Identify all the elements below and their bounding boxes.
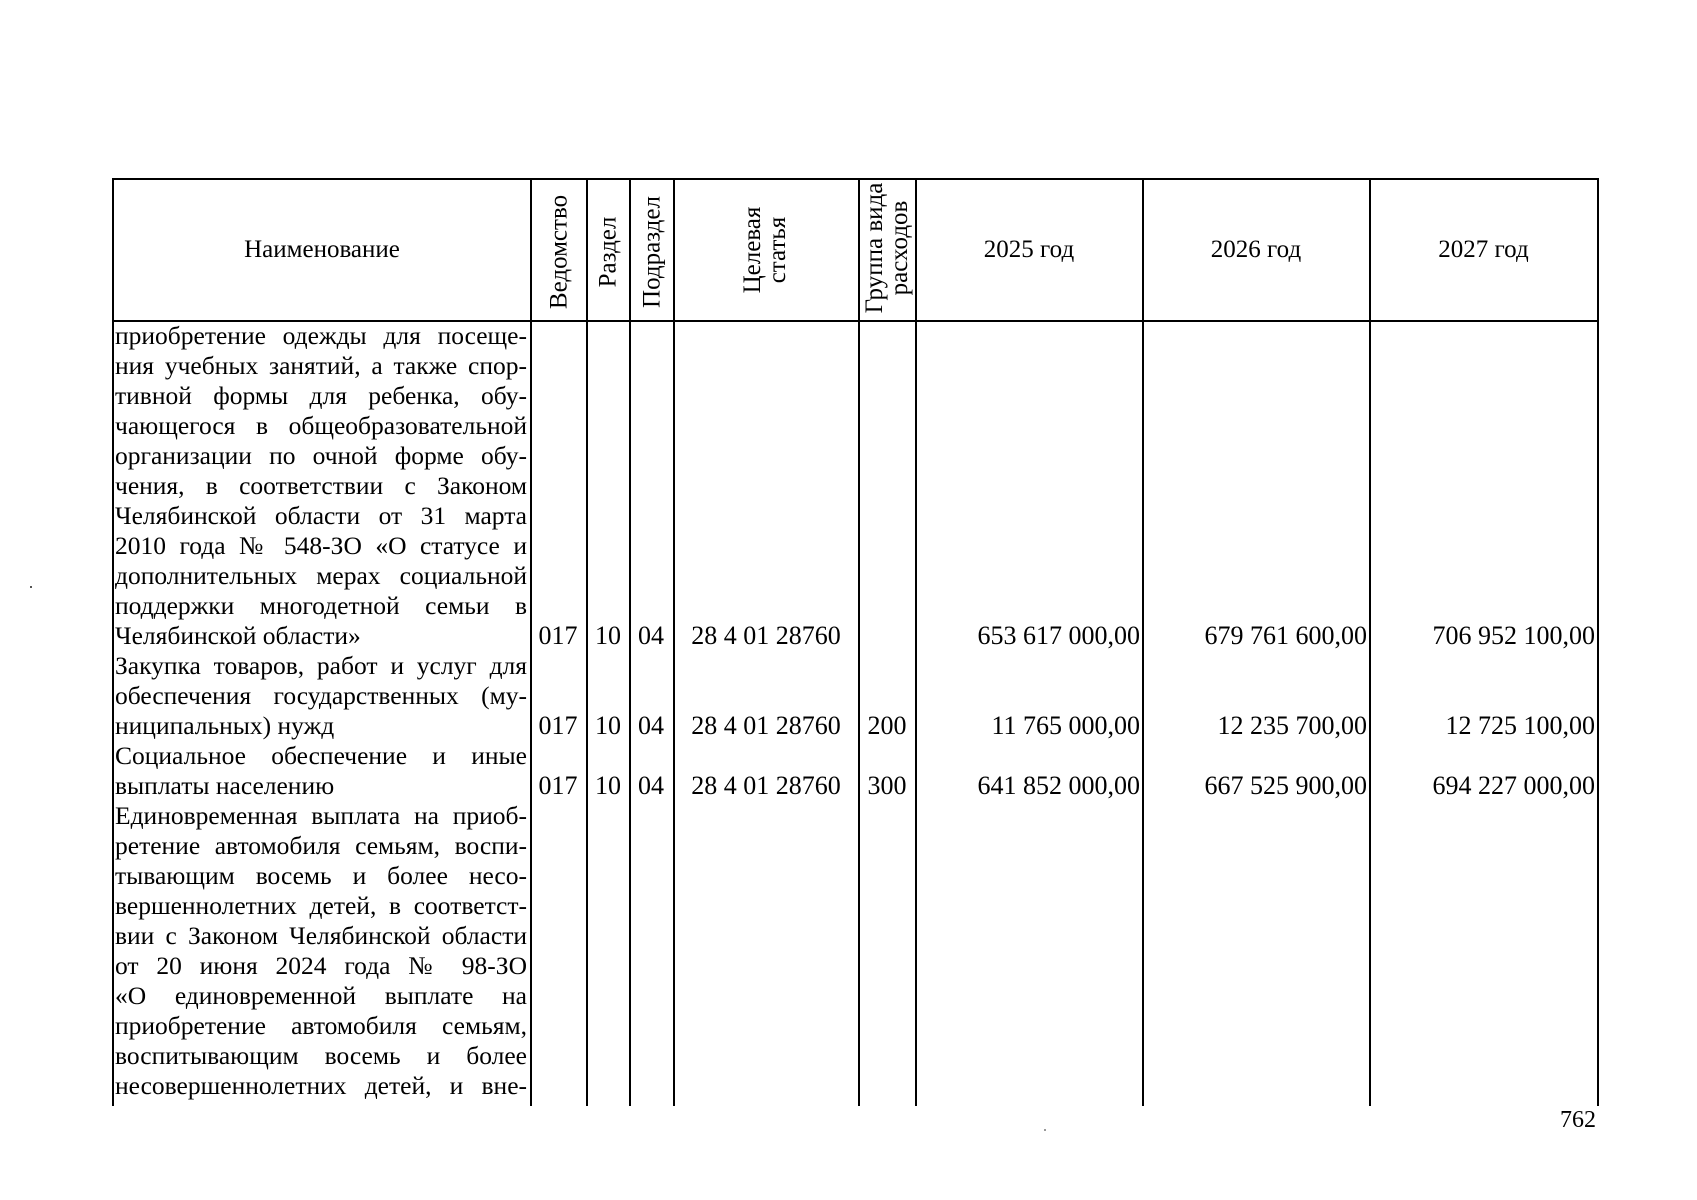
row-2-podrazdel: 04 (638, 711, 664, 740)
row-1-2027: 706 952 100,00 (1432, 621, 1595, 650)
row-2-ved: 017 (538, 711, 578, 740)
row-3-name: Социальное обеспечение и иные выплаты населению (115, 741, 527, 800)
row-3-celevaya: 28 4 01 28760 (691, 771, 841, 800)
header-gruppa: Группа вида расходов (861, 182, 913, 314)
row-2-2027: 12 725 100,00 (1445, 711, 1595, 740)
row-2-gruppa: 200 (867, 711, 907, 740)
scan-speck (1044, 1129, 1046, 1131)
row-2-2025: 11 765 000,00 (991, 711, 1140, 740)
header-name: Наименование (244, 236, 400, 263)
row-1-razdel: 10 (595, 621, 621, 650)
col-border (858, 178, 860, 1106)
row-2-razdel: 10 (595, 711, 621, 740)
row-3-2027: 694 227 000,00 (1432, 771, 1595, 800)
col-border (629, 178, 631, 1106)
row-3-podrazdel: 04 (638, 771, 664, 800)
row-4-name: Единовременная выплата на приоб- ретение автомобиля семьям, воспи- тывающим восемь и более несо- вершеннолетних детей, в соответст- вии с Законом Челябинской области от 20 июня 2024 года № 98-ЗО «О единовременной выплате на приобретение автомобиля семьям, воспитывающим восемь и более несовершеннолетних детей, и вне- (115, 801, 527, 1100)
header-celevaya: Целевая статья (739, 206, 791, 294)
header-2026: 2026 год (1210, 236, 1302, 263)
header-2025: 2025 год (983, 236, 1075, 263)
row-2-2026: 12 235 700,00 (1217, 711, 1367, 740)
row-3-gruppa: 300 (867, 771, 907, 800)
col-border (586, 178, 588, 1106)
scan-speck (30, 586, 32, 588)
row-1-podrazdel: 04 (638, 621, 664, 650)
row-1-2025: 653 617 000,00 (977, 621, 1140, 650)
page-number: 762 (1560, 1107, 1596, 1133)
row-2-name: Закупка товаров, работ и услуг для обеспечения государственных (му- ниципальных) нужд (115, 651, 527, 740)
budget-table (112, 178, 1599, 1106)
header-2027: 2027 год (1438, 236, 1529, 263)
row-3-ved: 017 (538, 771, 578, 800)
col-border (673, 178, 675, 1106)
row-3-razdel: 10 (595, 771, 621, 800)
row-1-celevaya: 28 4 01 28760 (691, 621, 841, 650)
header-podrazdel: Подраздел (638, 196, 666, 308)
col-border (1597, 178, 1599, 1106)
header-vedomstvo: Ведомство (545, 194, 573, 310)
col-border (530, 178, 532, 1106)
header-razdel: Раздел (594, 216, 622, 288)
row-1-ved: 017 (538, 621, 578, 650)
row-1-2026: 679 761 600,00 (1204, 621, 1367, 650)
row-3-2026: 667 525 900,00 (1204, 771, 1367, 800)
row-3-2025: 641 852 000,00 (977, 771, 1140, 800)
row-1-name: приобретение одежды для посеще- ния учебных занятий, а также спор- тивной формы для ребенка, обу- чающегося в общеобразовательной организации по очной форме обу- чения, в соответствии с Законом Челябинской области от 31 марта 2010 года № 548-ЗО «О статусе и дополнительных мерах социальной поддержки многодетной семьи в Челябинской области» (115, 321, 527, 650)
row-2-celevaya: 28 4 01 28760 (691, 711, 841, 740)
